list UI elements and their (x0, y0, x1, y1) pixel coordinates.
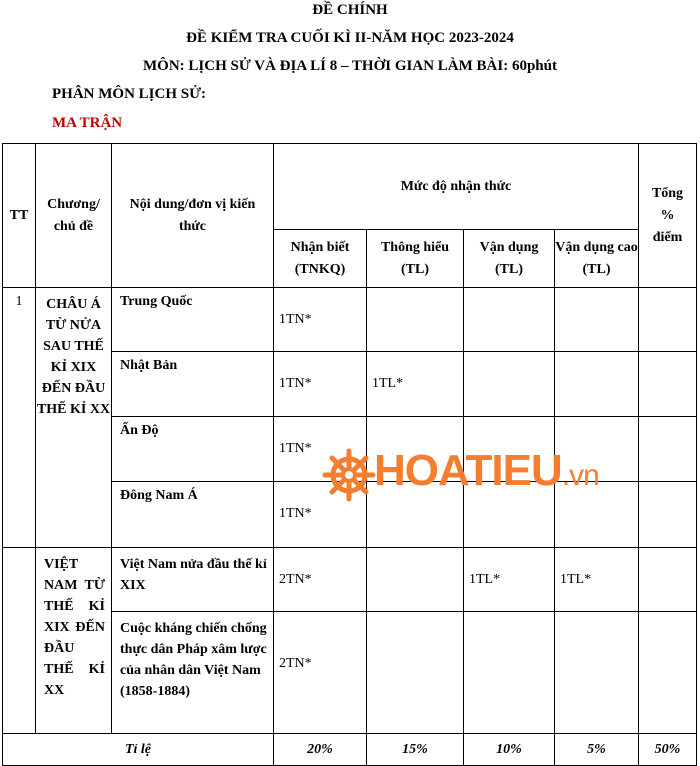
th-cell: 1TL* (367, 352, 464, 417)
nb-cell: 1TN* (274, 288, 367, 352)
nb-cell: 2TN* (274, 548, 367, 612)
header-chapter: Chương/ chủ đề (36, 144, 112, 288)
nb-cell: 1TN* (274, 417, 367, 482)
total-cell (639, 612, 697, 734)
group-chapter: CHÂU Á TỪ NỬA SAU THẾ KỈ XIX ĐẾN ĐẦU THẾ KỈ XX (36, 288, 112, 548)
exam-title: ĐỀ KIỂM TRA CUỐI KÌ II-NĂM HỌC 2023-2024 (186, 30, 514, 46)
vdc-cell (555, 612, 639, 734)
total-cell (639, 352, 697, 417)
group-tt (3, 548, 36, 734)
vd-cell: 1TL* (464, 548, 555, 612)
total-cell (639, 548, 697, 612)
header-level: Mức độ nhận thức (274, 144, 639, 230)
topic-cell: Đông Nam Á (112, 482, 274, 548)
matrix-heading: MA TRẬN (52, 115, 123, 131)
header-thong-hieu: Thông hiểu (TL) (367, 230, 464, 288)
ratio-th: 15% (367, 734, 464, 766)
vd-cell (464, 352, 555, 417)
ratio-row (3, 734, 697, 766)
table-row (3, 288, 697, 352)
header-total: Tổng % điểm (639, 144, 697, 288)
ship-wheel-icon (322, 448, 376, 502)
exam-status: ĐỀ CHÍNH (312, 2, 388, 18)
header-row (3, 144, 697, 230)
vd-cell (464, 612, 555, 734)
subject-section: PHÂN MÔN LỊCH SỬ: (52, 86, 207, 102)
th-cell (367, 548, 464, 612)
watermark-suffix: .vn (561, 459, 599, 492)
total-cell (639, 288, 697, 352)
total-cell (639, 417, 697, 482)
group-tt: 1 (3, 288, 36, 548)
header-van-dung: Vận dụng (TL) (464, 230, 555, 288)
vdc-cell: 1TL* (555, 548, 639, 612)
header-van-dung-cao: Vận dụng cao (TL) (555, 230, 639, 288)
table-row (3, 548, 697, 612)
watermark-logo (322, 440, 602, 510)
nb-cell: 1TN* (274, 352, 367, 417)
nb-cell: 1TN* (274, 482, 367, 548)
ratio-total: 50% (639, 734, 697, 766)
ratio-label: Tỉ lệ (3, 734, 274, 766)
header-nhan-biet: Nhận biết (TNKQ) (274, 230, 367, 288)
topic-cell: Trung Quốc (112, 288, 274, 352)
ratio-vd: 10% (464, 734, 555, 766)
topic-cell: Nhật Bản (112, 352, 274, 417)
th-cell (367, 612, 464, 734)
topic-cell: Việt Nam nửa đầu thế kỉ XIX (112, 548, 274, 612)
ratio-nb: 20% (274, 734, 367, 766)
vd-cell (464, 288, 555, 352)
ratio-vdc: 5% (555, 734, 639, 766)
group-chapter: VIỆT NAM TỪ THẾ KỈ XIX ĐẾN ĐẦU THẾ KỈ XX (36, 548, 112, 734)
th-cell (367, 288, 464, 352)
topic-cell: Ấn Độ (112, 417, 274, 482)
topic-cell: Cuộc kháng chiến chống thực dân Pháp xâm lược của nhân dân Việt Nam (1858-1884) (112, 612, 274, 734)
header-tt: TT (3, 144, 36, 288)
exam-subject: MÔN: LỊCH SỬ VÀ ĐỊA LÍ 8 – THỜI GIAN LÀM BÀI: 60phút (143, 58, 557, 74)
total-cell (639, 482, 697, 548)
watermark-text (374, 446, 599, 496)
nb-cell: 2TN* (274, 612, 367, 734)
header-content: Nội dung/đơn vị kiến thức (112, 144, 274, 288)
vdc-cell (555, 288, 639, 352)
watermark-brand: HOATIEU (374, 446, 562, 495)
vdc-cell (555, 352, 639, 417)
